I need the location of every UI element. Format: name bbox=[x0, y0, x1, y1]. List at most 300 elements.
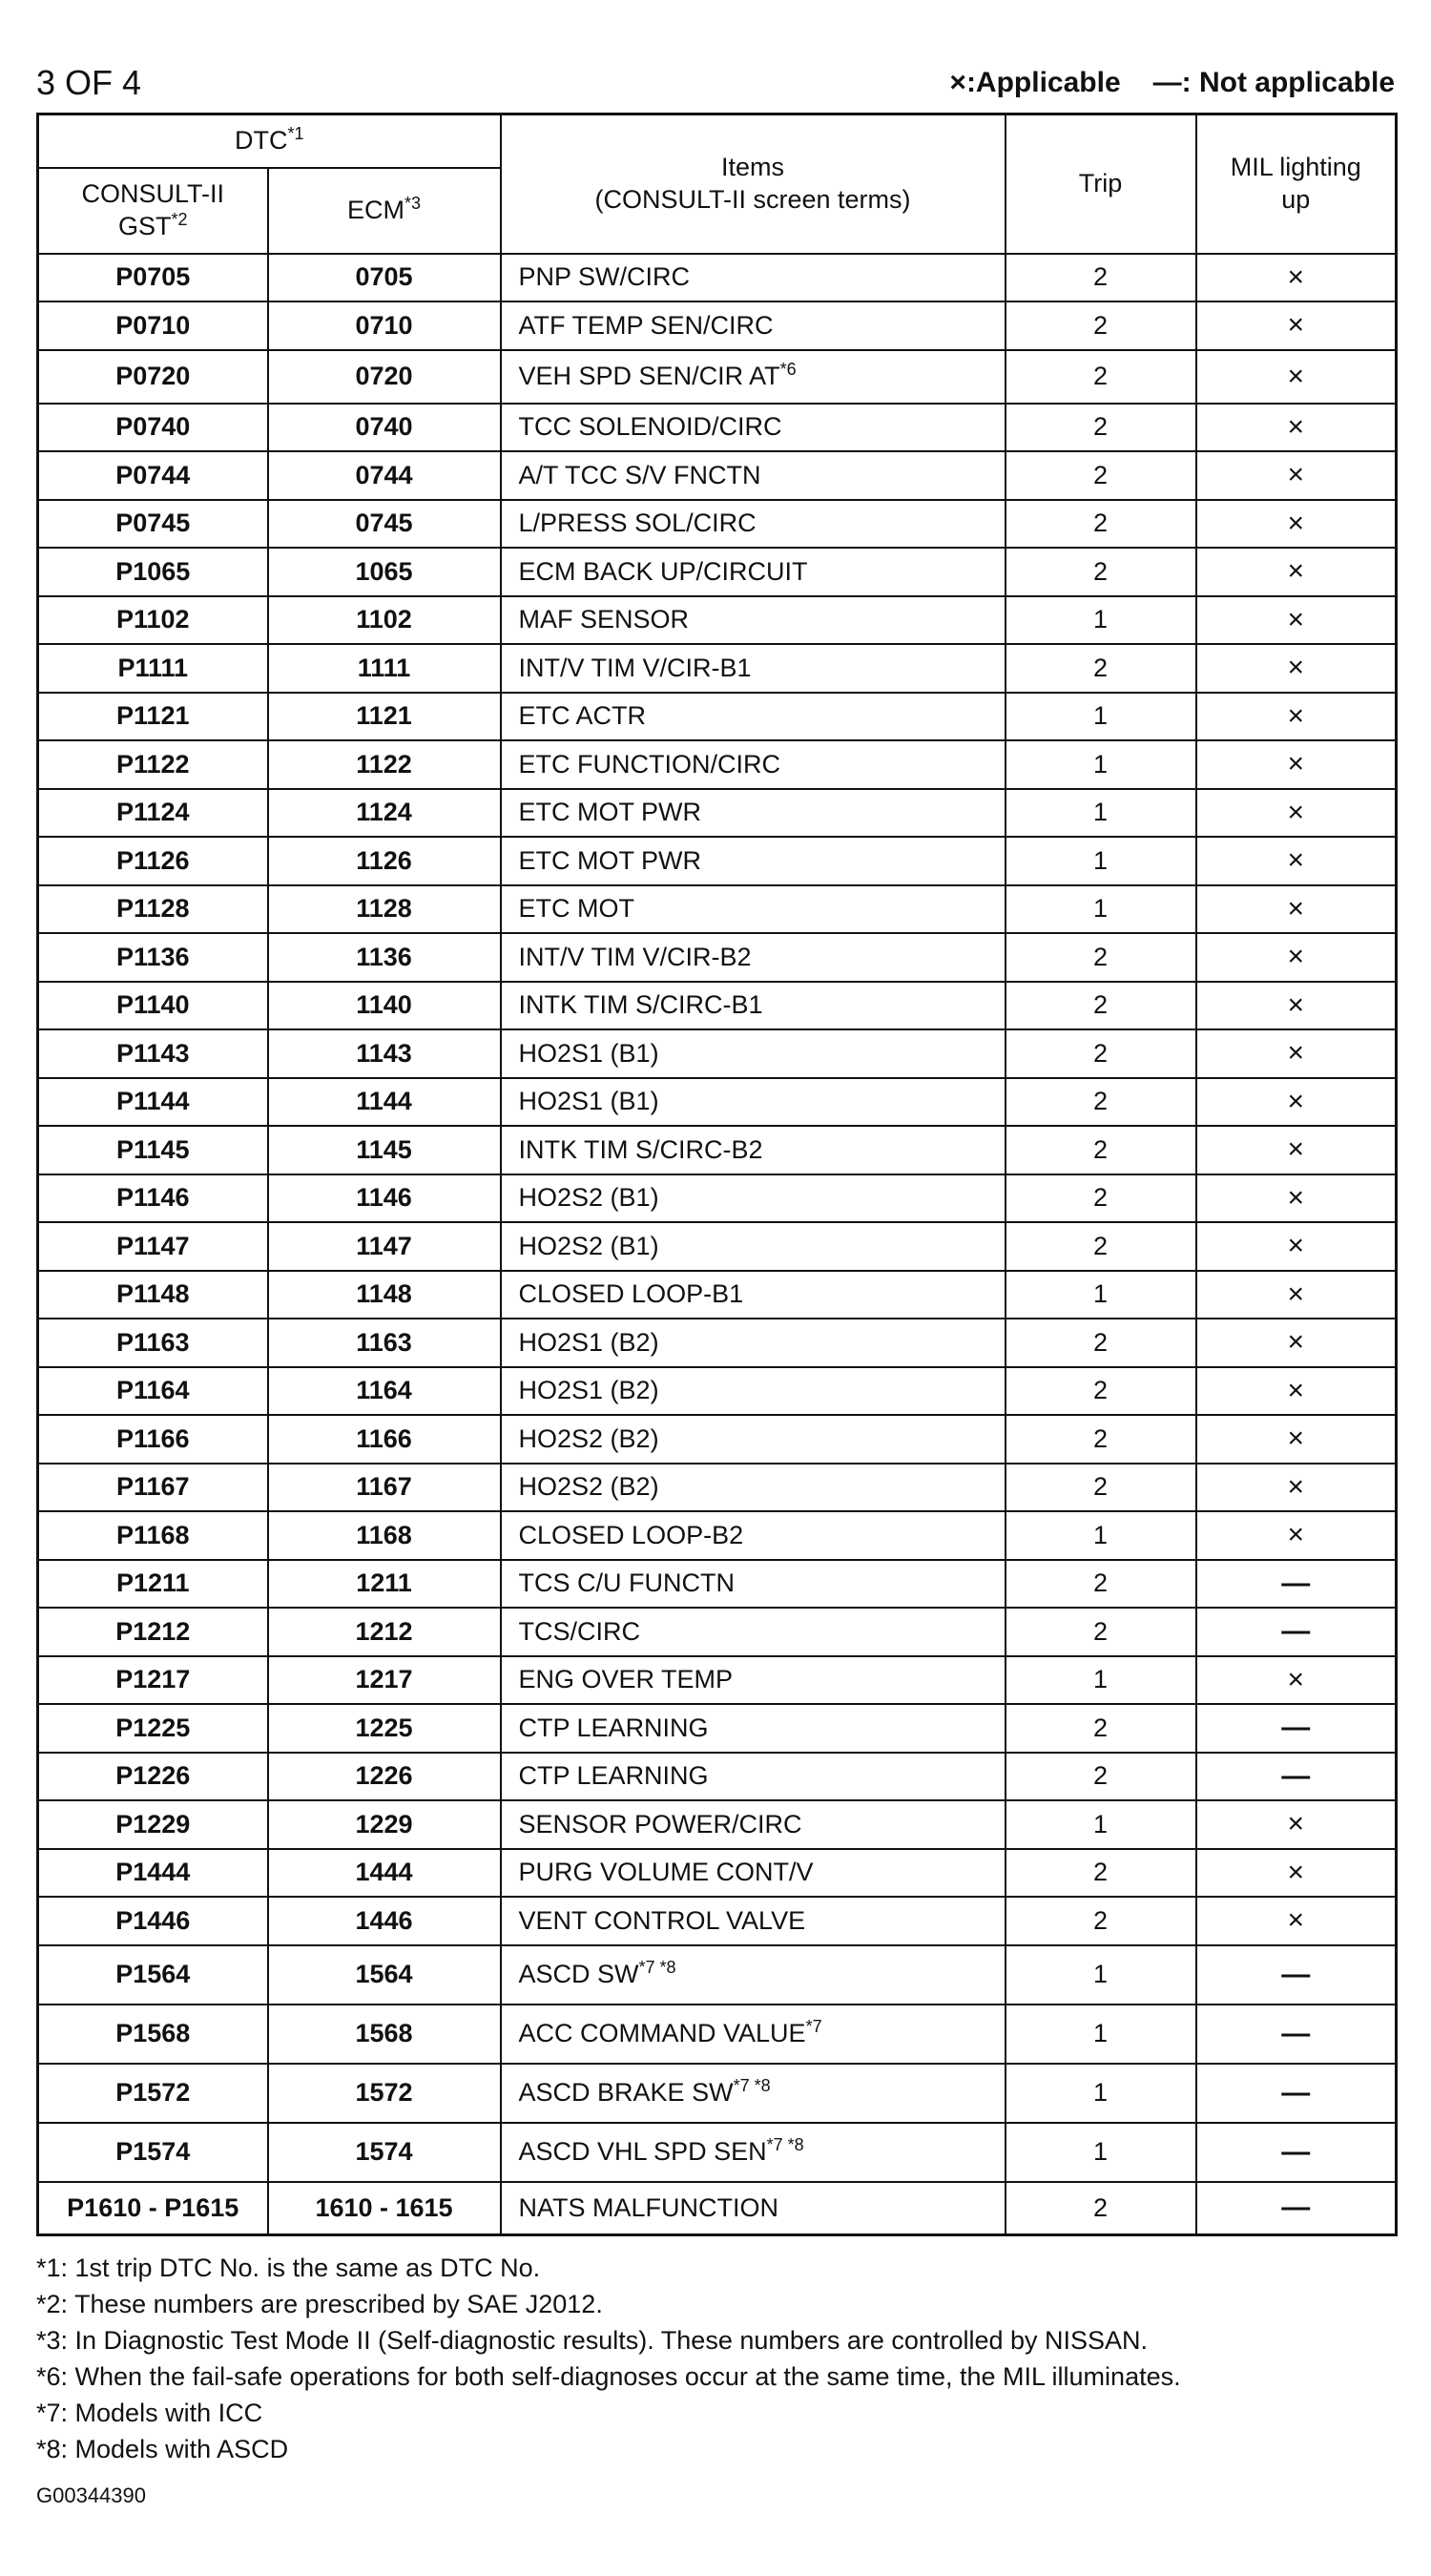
trip-value: 2 bbox=[1006, 1704, 1196, 1753]
table-row bbox=[38, 2064, 1397, 2123]
applicable-mark: × bbox=[1287, 410, 1305, 443]
applicable-mark: × bbox=[1287, 309, 1305, 342]
trip-value: 2 bbox=[1006, 1174, 1196, 1223]
header-trip: Trip bbox=[1006, 114, 1196, 254]
item-label: CLOSED LOOP-B2 bbox=[518, 1520, 744, 1549]
trip-value: 2 bbox=[1006, 1319, 1196, 1367]
table-row bbox=[38, 837, 1397, 885]
trip-value: 1 bbox=[1006, 740, 1196, 789]
item-label: ETC MOT PWR bbox=[518, 845, 702, 875]
trip-value: 2 bbox=[1006, 933, 1196, 982]
gst-code: P1226 bbox=[38, 1753, 268, 1801]
footnotes bbox=[36, 2250, 1181, 2467]
mil-status bbox=[1196, 1464, 1397, 1512]
trip-value: 2 bbox=[1006, 548, 1196, 596]
ecm-code: 1126 bbox=[268, 837, 501, 885]
dtc-table-body bbox=[38, 254, 1397, 2235]
ecm-code: 1143 bbox=[268, 1029, 501, 1078]
mil-status bbox=[1196, 1560, 1397, 1609]
not-applicable-mark: — bbox=[1281, 1712, 1311, 1744]
item-name bbox=[501, 1897, 1006, 1945]
table-row bbox=[38, 885, 1397, 934]
item-name bbox=[501, 1078, 1006, 1127]
ecm-code: 1226 bbox=[268, 1753, 501, 1801]
trip-value: 1 bbox=[1006, 1945, 1196, 2005]
mil-status bbox=[1196, 1222, 1397, 1271]
mil-status bbox=[1196, 500, 1397, 549]
item-name bbox=[501, 1945, 1006, 2005]
applicable-mark: × bbox=[1287, 1133, 1305, 1166]
ecm-code: 1211 bbox=[268, 1560, 501, 1609]
table-row bbox=[38, 2123, 1397, 2182]
item-label: INT/V TIM V/CIR-B2 bbox=[518, 942, 752, 971]
applicable-mark: × bbox=[1287, 892, 1305, 924]
ecm-code: 1166 bbox=[268, 1415, 501, 1464]
table-row bbox=[38, 1464, 1397, 1512]
ecm-code: 1225 bbox=[268, 1704, 501, 1753]
table-row bbox=[38, 1415, 1397, 1464]
applicable-mark: × bbox=[1287, 1856, 1305, 1888]
applicable-mark: × bbox=[1287, 1904, 1305, 1937]
item-name bbox=[501, 2123, 1006, 2182]
item-footnote-ref: *7 bbox=[805, 2017, 822, 2036]
table-row bbox=[38, 1319, 1397, 1367]
trip-value: 2 bbox=[1006, 350, 1196, 404]
ecm-code: 0720 bbox=[268, 350, 501, 404]
item-name bbox=[501, 1753, 1006, 1801]
applicable-mark: × bbox=[1287, 1519, 1305, 1551]
table-row bbox=[38, 740, 1397, 789]
trip-value: 2 bbox=[1006, 254, 1196, 302]
item-name bbox=[501, 301, 1006, 350]
item-label: ATF TEMP SEN/CIRC bbox=[518, 310, 774, 340]
trip-value: 2 bbox=[1006, 1560, 1196, 1609]
applicable-mark: × bbox=[1287, 1230, 1305, 1262]
item-footnote-ref: *7 *8 bbox=[766, 2135, 804, 2154]
ecm-code: 1229 bbox=[268, 1800, 501, 1849]
gst-code: P1111 bbox=[38, 644, 268, 693]
item-name bbox=[501, 982, 1006, 1030]
trip-value: 2 bbox=[1006, 404, 1196, 452]
gst-code: P1225 bbox=[38, 1704, 268, 1753]
item-name bbox=[501, 789, 1006, 838]
applicable-mark: × bbox=[1287, 748, 1305, 780]
item-name bbox=[501, 1319, 1006, 1367]
not-applicable-mark: — bbox=[1281, 1958, 1311, 1990]
item-name bbox=[501, 1608, 1006, 1656]
item-name bbox=[501, 740, 1006, 789]
table-row bbox=[38, 789, 1397, 838]
item-name bbox=[501, 644, 1006, 693]
item-name bbox=[501, 1800, 1006, 1849]
table-row bbox=[38, 1367, 1397, 1416]
mil-status bbox=[1196, 1945, 1397, 2005]
trip-value: 2 bbox=[1006, 1753, 1196, 1801]
item-label: ENG OVER TEMP bbox=[518, 1665, 734, 1694]
ecm-code: 1564 bbox=[268, 1945, 501, 2005]
mil-status bbox=[1196, 2123, 1397, 2182]
item-label: ETC MOT PWR bbox=[518, 798, 702, 827]
item-label: HO2S1 (B1) bbox=[518, 1038, 659, 1068]
gst-code: P1217 bbox=[38, 1656, 268, 1705]
trip-value: 1 bbox=[1006, 1800, 1196, 1849]
trip-value: 2 bbox=[1006, 1415, 1196, 1464]
item-label: VENT CONTROL VALVE bbox=[518, 1905, 806, 1935]
applicable-mark: × bbox=[1287, 1663, 1305, 1695]
item-name bbox=[501, 2182, 1006, 2235]
footnote: *3: In Diagnostic Test Mode II (Self-diagnostic results). These numbers are controlled by NISSAN. bbox=[36, 2326, 1149, 2355]
ecm-code: 1065 bbox=[268, 548, 501, 596]
trip-value: 2 bbox=[1006, 1464, 1196, 1512]
mil-status bbox=[1196, 1656, 1397, 1705]
item-footnote-ref: *6 bbox=[779, 360, 797, 379]
mil-status bbox=[1196, 933, 1397, 982]
item-name bbox=[501, 1464, 1006, 1512]
item-label: ETC MOT bbox=[518, 894, 635, 924]
applicable-mark: × bbox=[1287, 1374, 1305, 1406]
trip-value: 2 bbox=[1006, 1126, 1196, 1174]
header-mil: MIL lighting up bbox=[1196, 114, 1397, 254]
mil-status bbox=[1196, 254, 1397, 302]
trip-value: 2 bbox=[1006, 451, 1196, 500]
gst-code: P1121 bbox=[38, 693, 268, 741]
table-row bbox=[38, 404, 1397, 452]
ecm-code: 1136 bbox=[268, 933, 501, 982]
mil-status bbox=[1196, 548, 1397, 596]
gst-code: P1568 bbox=[38, 2005, 268, 2064]
not-applicable-text: : Not applicable bbox=[1181, 67, 1395, 98]
gst-code: P1163 bbox=[38, 1319, 268, 1367]
table-row bbox=[38, 1945, 1397, 2005]
table-row bbox=[38, 693, 1397, 741]
item-label: TCC SOLENOID/CIRC bbox=[518, 412, 782, 442]
applicable-mark: × bbox=[1287, 1808, 1305, 1840]
item-label: ETC FUNCTION/CIRC bbox=[518, 749, 780, 779]
footnote: *7: Models with ICC bbox=[36, 2399, 263, 2427]
gst-code: P1102 bbox=[38, 596, 268, 645]
table-row bbox=[38, 1560, 1397, 1609]
mil-status bbox=[1196, 1753, 1397, 1801]
ecm-code: 1128 bbox=[268, 885, 501, 934]
mil-status bbox=[1196, 1078, 1397, 1127]
mil-status bbox=[1196, 1704, 1397, 1753]
trip-value: 1 bbox=[1006, 2064, 1196, 2123]
trip-value: 2 bbox=[1006, 644, 1196, 693]
gst-code: P1122 bbox=[38, 740, 268, 789]
ecm-code: 1145 bbox=[268, 1126, 501, 1174]
item-name bbox=[501, 350, 1006, 404]
table-row bbox=[38, 1174, 1397, 1223]
applicable-mark: × bbox=[1287, 1278, 1305, 1310]
ecm-code: 1163 bbox=[268, 1319, 501, 1367]
item-label: HO2S1 (B2) bbox=[518, 1376, 659, 1405]
trip-value: 1 bbox=[1006, 1656, 1196, 1705]
ecm-code: 1446 bbox=[268, 1897, 501, 1945]
applicable-mark: × bbox=[1287, 507, 1305, 539]
not-applicable-mark: — bbox=[1281, 1759, 1311, 1792]
gst-code: P1146 bbox=[38, 1174, 268, 1223]
gst-code: P1143 bbox=[38, 1029, 268, 1078]
gst-code: P1144 bbox=[38, 1078, 268, 1127]
trip-value: 2 bbox=[1006, 2182, 1196, 2235]
table-row bbox=[38, 2182, 1397, 2235]
gst-code: P0744 bbox=[38, 451, 268, 500]
ecm-code: 1217 bbox=[268, 1656, 501, 1705]
table-row bbox=[38, 451, 1397, 500]
ecm-code: 1167 bbox=[268, 1464, 501, 1512]
table-row bbox=[38, 1800, 1397, 1849]
table-row bbox=[38, 644, 1397, 693]
item-name bbox=[501, 500, 1006, 549]
gst-code: P1574 bbox=[38, 2123, 268, 2182]
item-name bbox=[501, 2005, 1006, 2064]
item-name bbox=[501, 1174, 1006, 1223]
item-name bbox=[501, 885, 1006, 934]
item-name bbox=[501, 548, 1006, 596]
mil-status bbox=[1196, 1511, 1397, 1560]
gst-code: P1446 bbox=[38, 1897, 268, 1945]
gst-code: P1564 bbox=[38, 1945, 268, 2005]
item-label: ECM BACK UP/CIRCUIT bbox=[518, 556, 808, 586]
applicable-mark: × bbox=[1287, 796, 1305, 828]
item-name bbox=[501, 1704, 1006, 1753]
table-row bbox=[38, 1029, 1397, 1078]
table-row bbox=[38, 982, 1397, 1030]
mil-status bbox=[1196, 1126, 1397, 1174]
gst-code: P1164 bbox=[38, 1367, 268, 1416]
gst-code: P0740 bbox=[38, 404, 268, 452]
item-name bbox=[501, 1271, 1006, 1319]
ecm-code: 1140 bbox=[268, 982, 501, 1030]
gst-code: P1124 bbox=[38, 789, 268, 838]
item-name bbox=[501, 451, 1006, 500]
not-applicable-mark: — bbox=[1281, 2135, 1311, 2168]
gst-code: P1140 bbox=[38, 982, 268, 1030]
gst-code: P1167 bbox=[38, 1464, 268, 1512]
item-label: ASCD SW bbox=[518, 1960, 639, 1988]
gst-code: P1572 bbox=[38, 2064, 268, 2123]
gst-code: P0720 bbox=[38, 350, 268, 404]
header-consult-gst: CONSULT-II GST$^{*2}$ bbox=[38, 168, 268, 254]
item-label: HO2S2 (B2) bbox=[518, 1472, 659, 1502]
legend bbox=[949, 67, 1395, 99]
ecm-code: 1212 bbox=[268, 1608, 501, 1656]
item-label: VEH SPD SEN/CIR AT bbox=[518, 362, 780, 390]
item-name bbox=[501, 596, 1006, 645]
item-name bbox=[501, 404, 1006, 452]
gst-code: P1126 bbox=[38, 837, 268, 885]
mil-status bbox=[1196, 596, 1397, 645]
gst-code: P0710 bbox=[38, 301, 268, 350]
mil-status bbox=[1196, 451, 1397, 500]
applicable-mark: × bbox=[1287, 360, 1305, 392]
item-label: CTP LEARNING bbox=[518, 1713, 709, 1742]
ecm-code: 1164 bbox=[268, 1367, 501, 1416]
table-row bbox=[38, 596, 1397, 645]
ecm-code: 1444 bbox=[268, 1849, 501, 1898]
ecm-code: 1122 bbox=[268, 740, 501, 789]
header-ecm: ECM$^{*3}$ bbox=[268, 168, 501, 254]
not-applicable-mark: — bbox=[1281, 1615, 1311, 1648]
ecm-code: 1102 bbox=[268, 596, 501, 645]
item-label: CTP LEARNING bbox=[518, 1761, 709, 1791]
item-footnote-ref: *7 *8 bbox=[733, 2076, 771, 2095]
item-label: ACC COMMAND VALUE bbox=[518, 2019, 806, 2047]
dtc-table bbox=[36, 113, 1398, 2236]
footnote: *6: When the fail-safe operations for both self-diagnoses occur at the same time, the MIL illuminates. bbox=[36, 2362, 1181, 2391]
item-label: PNP SW/CIRC bbox=[518, 262, 691, 292]
item-label: HO2S2 (B1) bbox=[518, 1231, 659, 1260]
gst-code: P1166 bbox=[38, 1415, 268, 1464]
trip-value: 2 bbox=[1006, 1849, 1196, 1898]
item-name bbox=[501, 837, 1006, 885]
item-label: INTK TIM S/CIRC-B1 bbox=[518, 990, 763, 1020]
item-name bbox=[501, 254, 1006, 302]
ecm-code: 0710 bbox=[268, 301, 501, 350]
trip-value: 2 bbox=[1006, 1897, 1196, 1945]
trip-value: 2 bbox=[1006, 1367, 1196, 1416]
gst-code: P0705 bbox=[38, 254, 268, 302]
gst-code: P1444 bbox=[38, 1849, 268, 1898]
trip-value: 2 bbox=[1006, 500, 1196, 549]
item-footnote-ref: *7 *8 bbox=[638, 1958, 676, 1977]
trip-value: 1 bbox=[1006, 596, 1196, 645]
gst-code: P0745 bbox=[38, 500, 268, 549]
applicable-mark: × bbox=[1287, 1085, 1305, 1117]
ecm-code: 1610 - 1615 bbox=[268, 2182, 501, 2235]
mil-status bbox=[1196, 2005, 1397, 2064]
applicable-mark: × bbox=[1287, 603, 1305, 635]
trip-value: 2 bbox=[1006, 1078, 1196, 1127]
mil-status bbox=[1196, 1897, 1397, 1945]
table-row bbox=[38, 1511, 1397, 1560]
ecm-code: 1568 bbox=[268, 2005, 501, 2064]
item-name bbox=[501, 1560, 1006, 1609]
trip-value: 1 bbox=[1006, 2123, 1196, 2182]
item-name bbox=[501, 1126, 1006, 1174]
item-label: ASCD VHL SPD SEN bbox=[518, 2137, 767, 2166]
mil-status bbox=[1196, 2182, 1397, 2235]
applicable-mark: × bbox=[1287, 1326, 1305, 1359]
table-row bbox=[38, 933, 1397, 982]
table-row bbox=[38, 1897, 1397, 1945]
trip-value: 1 bbox=[1006, 885, 1196, 934]
mil-status bbox=[1196, 644, 1397, 693]
trip-value: 1 bbox=[1006, 1511, 1196, 1560]
trip-value: 1 bbox=[1006, 1271, 1196, 1319]
ecm-code: 1148 bbox=[268, 1271, 501, 1319]
mil-status bbox=[1196, 1319, 1397, 1367]
gst-code: P1147 bbox=[38, 1222, 268, 1271]
mil-status bbox=[1196, 1029, 1397, 1078]
table-row bbox=[38, 1078, 1397, 1127]
mil-status bbox=[1196, 1271, 1397, 1319]
trip-value: 2 bbox=[1006, 982, 1196, 1030]
ecm-code: 0745 bbox=[268, 500, 501, 549]
ecm-code: 1147 bbox=[268, 1222, 501, 1271]
table-row bbox=[38, 301, 1397, 350]
trip-value: 1 bbox=[1006, 837, 1196, 885]
item-label: TCS/CIRC bbox=[518, 1616, 641, 1646]
applicable-symbol: × bbox=[949, 67, 966, 98]
mil-status bbox=[1196, 301, 1397, 350]
item-name bbox=[501, 2064, 1006, 2123]
header-items: Items (CONSULT-II screen terms) bbox=[501, 114, 1006, 254]
mil-status bbox=[1196, 1800, 1397, 1849]
item-label: HO2S2 (B1) bbox=[518, 1183, 659, 1213]
page-label: 3 OF 4 bbox=[36, 63, 142, 102]
applicable-mark: × bbox=[1287, 1181, 1305, 1214]
mil-status bbox=[1196, 350, 1397, 404]
footnote: *8: Models with ASCD bbox=[36, 2435, 289, 2463]
table-row bbox=[38, 1126, 1397, 1174]
gst-code: P1145 bbox=[38, 1126, 268, 1174]
mil-status bbox=[1196, 885, 1397, 934]
applicable-mark: × bbox=[1287, 988, 1305, 1021]
mil-status bbox=[1196, 2064, 1397, 2123]
table-row bbox=[38, 1271, 1397, 1319]
table-row bbox=[38, 1753, 1397, 1801]
item-name bbox=[501, 1511, 1006, 1560]
item-label: A/T TCC S/V FNCTN bbox=[518, 460, 761, 489]
mil-status bbox=[1196, 1849, 1397, 1898]
ecm-code: 1144 bbox=[268, 1078, 501, 1127]
not-applicable-mark: — bbox=[1281, 2017, 1311, 2049]
ecm-code: 0705 bbox=[268, 254, 501, 302]
applicable-mark: × bbox=[1287, 844, 1305, 877]
item-name bbox=[501, 933, 1006, 982]
not-applicable-symbol: — bbox=[1152, 67, 1182, 98]
item-label: ETC ACTR bbox=[518, 701, 647, 731]
table-row bbox=[38, 1656, 1397, 1705]
mil-status bbox=[1196, 404, 1397, 452]
table-row bbox=[38, 548, 1397, 596]
table-row bbox=[38, 1222, 1397, 1271]
trip-value: 2 bbox=[1006, 1608, 1196, 1656]
footnote: *2: These numbers are prescribed by SAE J2012. bbox=[36, 2290, 603, 2318]
ecm-code: 1572 bbox=[268, 2064, 501, 2123]
mil-status bbox=[1196, 837, 1397, 885]
item-name bbox=[501, 1849, 1006, 1898]
item-name bbox=[501, 1222, 1006, 1271]
table-row bbox=[38, 500, 1397, 549]
figure-id: G00344390 bbox=[36, 2483, 146, 2507]
trip-value: 1 bbox=[1006, 693, 1196, 741]
applicable-mark: × bbox=[1287, 260, 1305, 293]
trip-value: 2 bbox=[1006, 1029, 1196, 1078]
item-label: NATS MALFUNCTION bbox=[518, 2192, 779, 2222]
mil-status bbox=[1196, 1608, 1397, 1656]
gst-code: P1212 bbox=[38, 1608, 268, 1656]
ecm-code: 1168 bbox=[268, 1511, 501, 1560]
gst-code: P1136 bbox=[38, 933, 268, 982]
mil-status bbox=[1196, 982, 1397, 1030]
applicable-mark: × bbox=[1287, 459, 1305, 491]
applicable-text: :Applicable bbox=[965, 67, 1121, 98]
ecm-code: 0740 bbox=[268, 404, 501, 452]
table-row bbox=[38, 350, 1397, 404]
ecm-code: 1111 bbox=[268, 644, 501, 693]
item-label: TCS C/U FUNCTN bbox=[518, 1568, 735, 1598]
item-name bbox=[501, 1029, 1006, 1078]
ecm-code: 1121 bbox=[268, 693, 501, 741]
item-label: HO2S1 (B1) bbox=[518, 1087, 659, 1116]
gst-code: P1148 bbox=[38, 1271, 268, 1319]
applicable-mark: × bbox=[1287, 555, 1305, 588]
table-row bbox=[38, 254, 1397, 302]
ecm-code: 1146 bbox=[268, 1174, 501, 1223]
item-label: HO2S2 (B2) bbox=[518, 1423, 659, 1453]
